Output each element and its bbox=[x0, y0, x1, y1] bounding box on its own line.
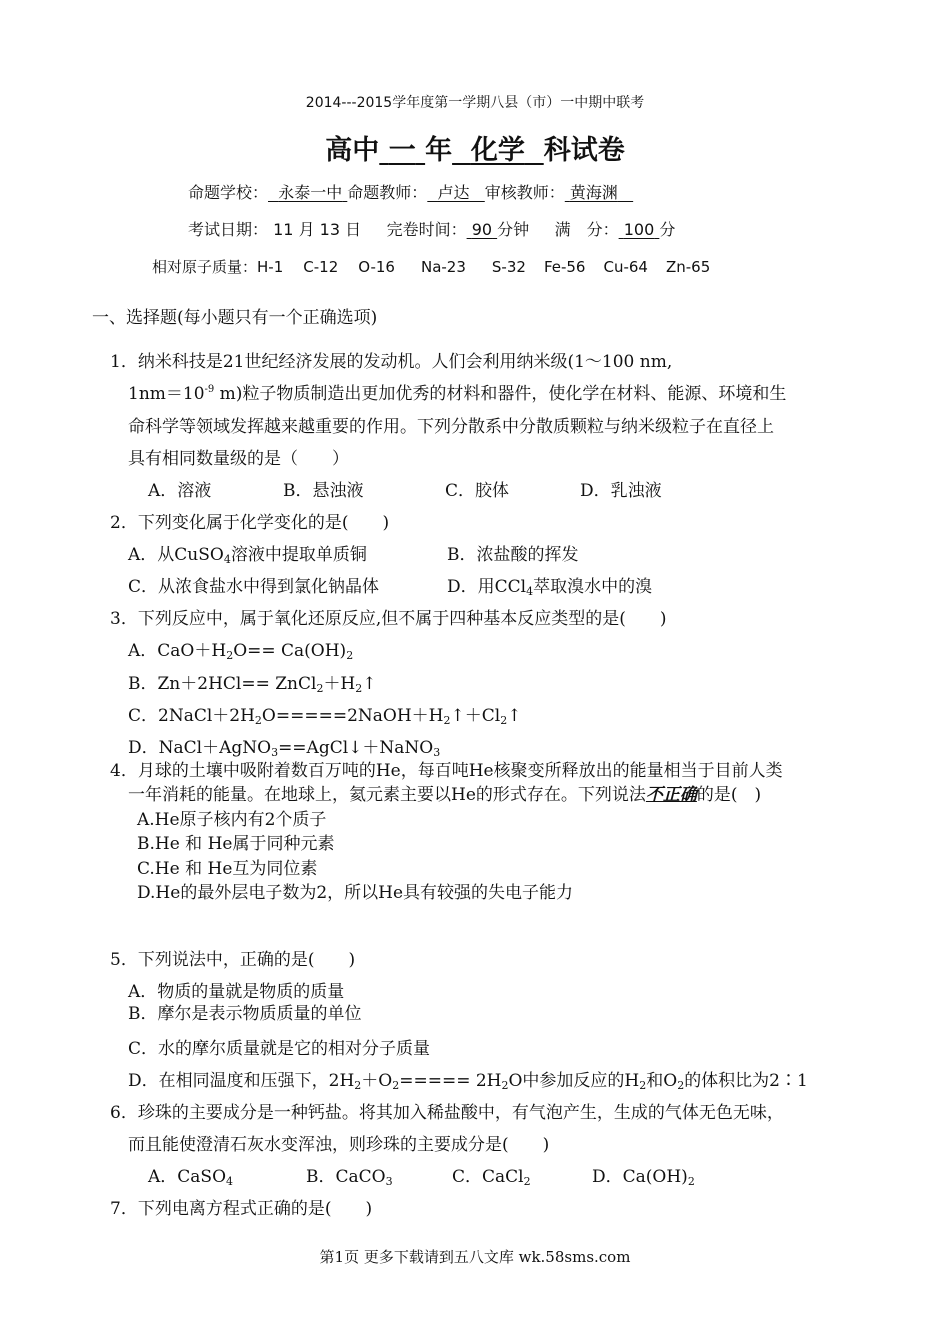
option: A．物质的量就是物质的质量 bbox=[128, 982, 345, 1002]
atomic-mass: S-32 bbox=[491, 258, 526, 276]
option: A．CaSO$_4$ bbox=[148, 1167, 234, 1188]
option: C．$2NaCl+2H_2O=====2NaOH+H_2↑+Cl_2↑$ bbox=[128, 706, 522, 727]
q3-stem: 3．下列反应中，属于氧化还原反应,但不属于四种基本反应类型的是( ) bbox=[110, 609, 667, 629]
option: B．摩尔是表示物质质量的单位 bbox=[128, 1004, 362, 1024]
option: C．从浓食盐水中得到氯化钠晶体 bbox=[128, 577, 380, 597]
option: A.He原子核内有2个质子 bbox=[137, 810, 327, 830]
atomic-mass: C-12 bbox=[303, 258, 339, 276]
option: C．CaCl$_2$ bbox=[452, 1167, 531, 1188]
duration-value: 90 bbox=[471, 220, 493, 239]
q5-stem: 5．下列说法中，正确的是( ) bbox=[110, 950, 356, 970]
option: D．NaCl＋AgNO$_3$==AgCl↓＋NaNO$_3$ bbox=[128, 738, 441, 759]
q6-line1: 6．珍珠的主要成分是一种钙盐。将其加入稀盐酸中，有气泡产生，生成的气体无色无味， bbox=[110, 1103, 784, 1123]
option: B．$Zn+2HCl== ZnCl_2+H_2↑$ bbox=[128, 674, 377, 695]
option: D．$Ca(OH)_2$ bbox=[592, 1167, 695, 1188]
duration-label: 完卷时间： bbox=[386, 220, 467, 239]
school-label: 命题学校： bbox=[188, 183, 269, 202]
atomic-mass: O-16 bbox=[358, 258, 395, 276]
score-unit: 分 bbox=[659, 220, 676, 239]
reviewer-value: 黄海渊 bbox=[569, 183, 618, 202]
option: C.He 和 He互为同位素 bbox=[137, 859, 318, 879]
q1-line4: 具有相同数量级的是（ ） bbox=[128, 449, 349, 469]
title-suffix: 科试卷 bbox=[543, 135, 625, 166]
option: A．溶液 bbox=[148, 481, 212, 501]
option: A．$CaO+H_2O== Ca(OH)_2$ bbox=[128, 641, 354, 662]
atomic-mass-line bbox=[152, 256, 710, 277]
score-label: 满 分： bbox=[554, 220, 619, 239]
title-grade: 一 bbox=[388, 135, 416, 166]
q4-line2: 一年消耗的能量。在地球上，氦元素主要以He的形式存在。下列说法不正确的是( ) bbox=[128, 785, 762, 805]
date-day: 13 bbox=[319, 220, 341, 239]
atomic-mass: Fe-56 bbox=[543, 258, 586, 276]
q2-stem: 2．下列变化属于化学变化的是( ) bbox=[110, 513, 390, 533]
teacher-label: 命题教师： bbox=[347, 183, 428, 202]
option: B．悬浊液 bbox=[283, 481, 364, 501]
option: A．从CuSO$_4$溶液中提取单质铜 bbox=[128, 545, 367, 566]
emphasis-not-correct: 不正确 bbox=[645, 785, 697, 805]
reviewer-label: 审核教师： bbox=[484, 183, 565, 202]
option: B.He 和 He属于同种元素 bbox=[137, 834, 335, 854]
q7-stem: 7．下列电离方程式正确的是( ) bbox=[110, 1199, 373, 1219]
title-prefix: 高中 bbox=[325, 135, 380, 166]
option: D．在相同温度和压强下，$2H_2+O_2===== 2H_2O$中参加反应的$H_2$和$O_2$的体积比为2∶1 bbox=[128, 1071, 808, 1092]
q4-line1: 4．月球的土壤中吸附着数百万吨的He，每百吨He核聚变所释放出的能量相当于目前人类 bbox=[110, 761, 783, 781]
atomic-mass: H-1 bbox=[257, 258, 284, 276]
title-subject: 化学 bbox=[470, 135, 525, 166]
exam-info-line bbox=[188, 217, 675, 240]
option: D．乳浊液 bbox=[580, 481, 662, 501]
date-label: 考试日期： bbox=[188, 220, 269, 239]
atomic-mass: Zn-65 bbox=[665, 258, 711, 276]
option: C．胶体 bbox=[445, 481, 510, 501]
date-day-unit: 日 bbox=[345, 220, 362, 239]
atomic-mass: Na-23 bbox=[420, 258, 466, 276]
section-heading: 一、选择题(每小题只有一个正确选项) bbox=[92, 308, 378, 328]
q1-line1: 1．纳米科技是21世纪经济发展的发动机。人们会利用纳米级(1～100 nm, bbox=[110, 352, 673, 372]
atomic-label: 相对原子质量： bbox=[152, 258, 258, 276]
option: B．CaCO$_3$ bbox=[306, 1167, 393, 1188]
title-mid: 年 bbox=[425, 135, 453, 166]
score-value: 100 bbox=[623, 220, 655, 239]
exam-header-line: 2014---2015学年度第一学期八县（市）一中期中联考 bbox=[305, 95, 645, 111]
q6-line2: 而且能使澄清石灰水变浑浊，则珍珠的主要成分是( ) bbox=[128, 1135, 550, 1155]
option: B．浓盐酸的挥发 bbox=[447, 545, 579, 565]
page-title bbox=[0, 128, 950, 167]
option: D．用CCl$_4$萃取溴水中的溴 bbox=[447, 577, 653, 598]
date-month: 11 bbox=[273, 220, 294, 239]
school-value: 永泰一中 bbox=[278, 183, 343, 202]
option: C．水的摩尔质量就是它的相对分子质量 bbox=[128, 1039, 431, 1059]
q1-line3: 命科学等领域发挥越来越重要的作用。下列分散系中分散质颗粒与纳米级粒子在直径上 bbox=[128, 417, 774, 437]
page-footer: 第1页 更多下载请到五八文库 wk.58sms.com bbox=[319, 1248, 631, 1266]
date-month-unit: 月 bbox=[298, 220, 315, 239]
duration-unit: 分钟 bbox=[497, 220, 530, 239]
author-line bbox=[188, 180, 633, 203]
q1-line2: $1nm=10^{-9}$ m)粒子物质制造出更加优秀的材料和器件，使化学在材料、能源、环境和生 bbox=[128, 384, 787, 404]
atomic-mass: Cu-64 bbox=[603, 258, 648, 276]
option: D.He的最外层电子数为2，所以He具有较强的失电子能力 bbox=[137, 883, 574, 903]
teacher-value: 卢达 bbox=[437, 183, 470, 202]
